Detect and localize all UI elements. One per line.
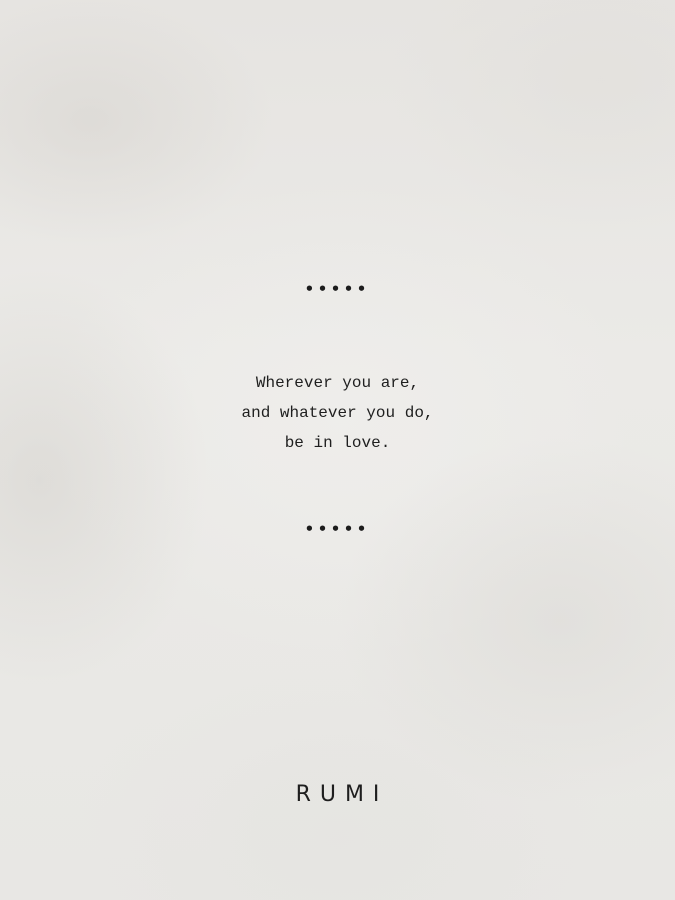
quote-line-1: Wherever you are, xyxy=(255,374,420,392)
quote-line-2: and whatever you do, xyxy=(241,404,434,422)
quote-text xyxy=(0,368,675,458)
author-name: RUMI xyxy=(295,782,389,807)
top-dot-ornament: ••••• xyxy=(304,280,371,298)
bottom-dot-ornament: ••••• xyxy=(304,520,371,538)
quote-line-3: be in love. xyxy=(284,434,391,452)
